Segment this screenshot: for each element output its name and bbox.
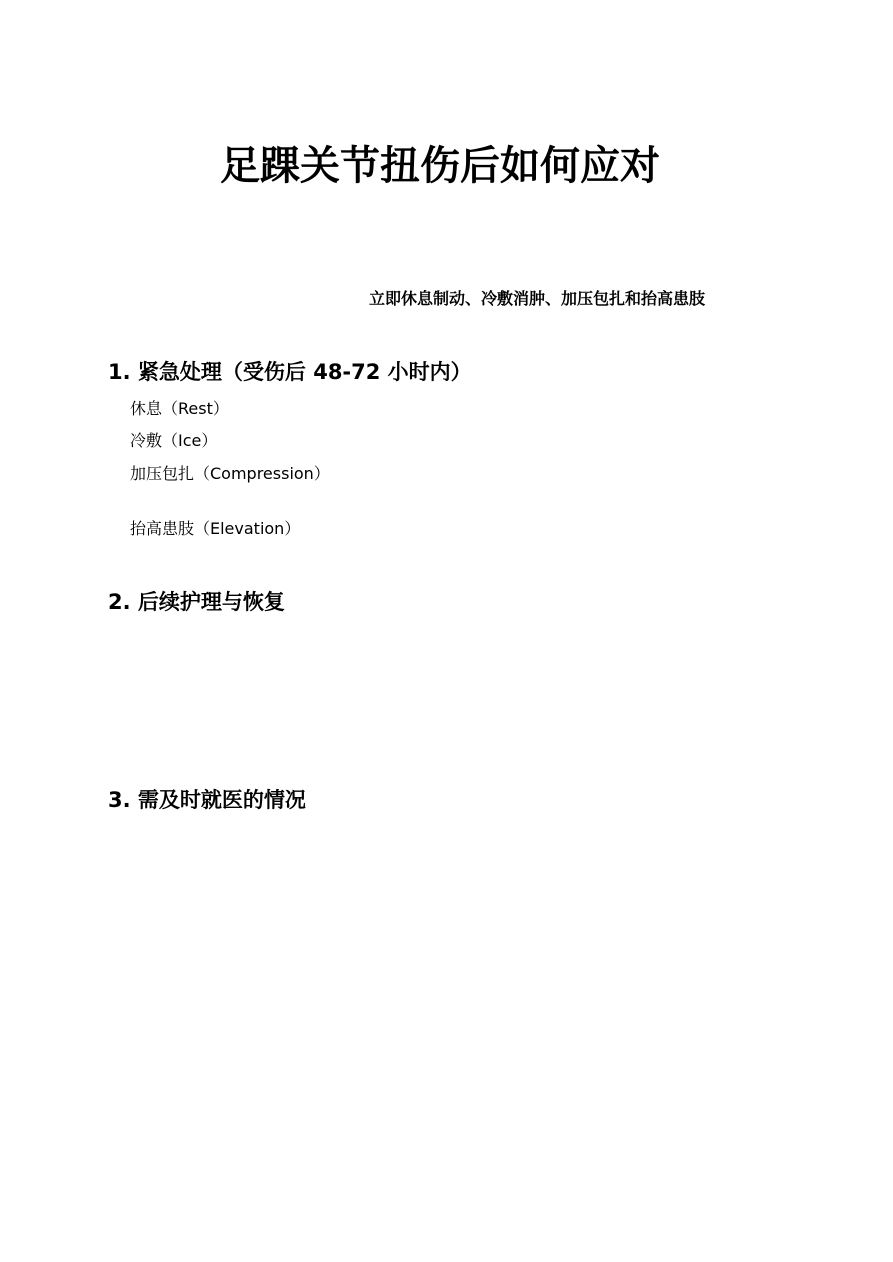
summary-text: 立即休息制动、冷敷消肿、加压包扎和抬高患肢 [368, 289, 705, 308]
section-heading-recovery: 2. 后续护理与恢复 [108, 590, 285, 614]
section-heading-see-doctor: 3. 需及时就医的情况 [108, 788, 306, 812]
list-item-compression: 加压包扎（Compression） [130, 464, 330, 483]
page-title: 足踝关节扭伤后如何应对 [220, 143, 660, 189]
section-heading-emergency: 1. 紧急处理（受伤后 48-72 小时内） [108, 360, 472, 384]
list-item-elevation: 抬高患肢（Elevation） [130, 519, 301, 538]
list-item-ice: 冷敷（Ice） [130, 431, 218, 450]
list-item-rest: 休息（Rest） [130, 399, 229, 418]
